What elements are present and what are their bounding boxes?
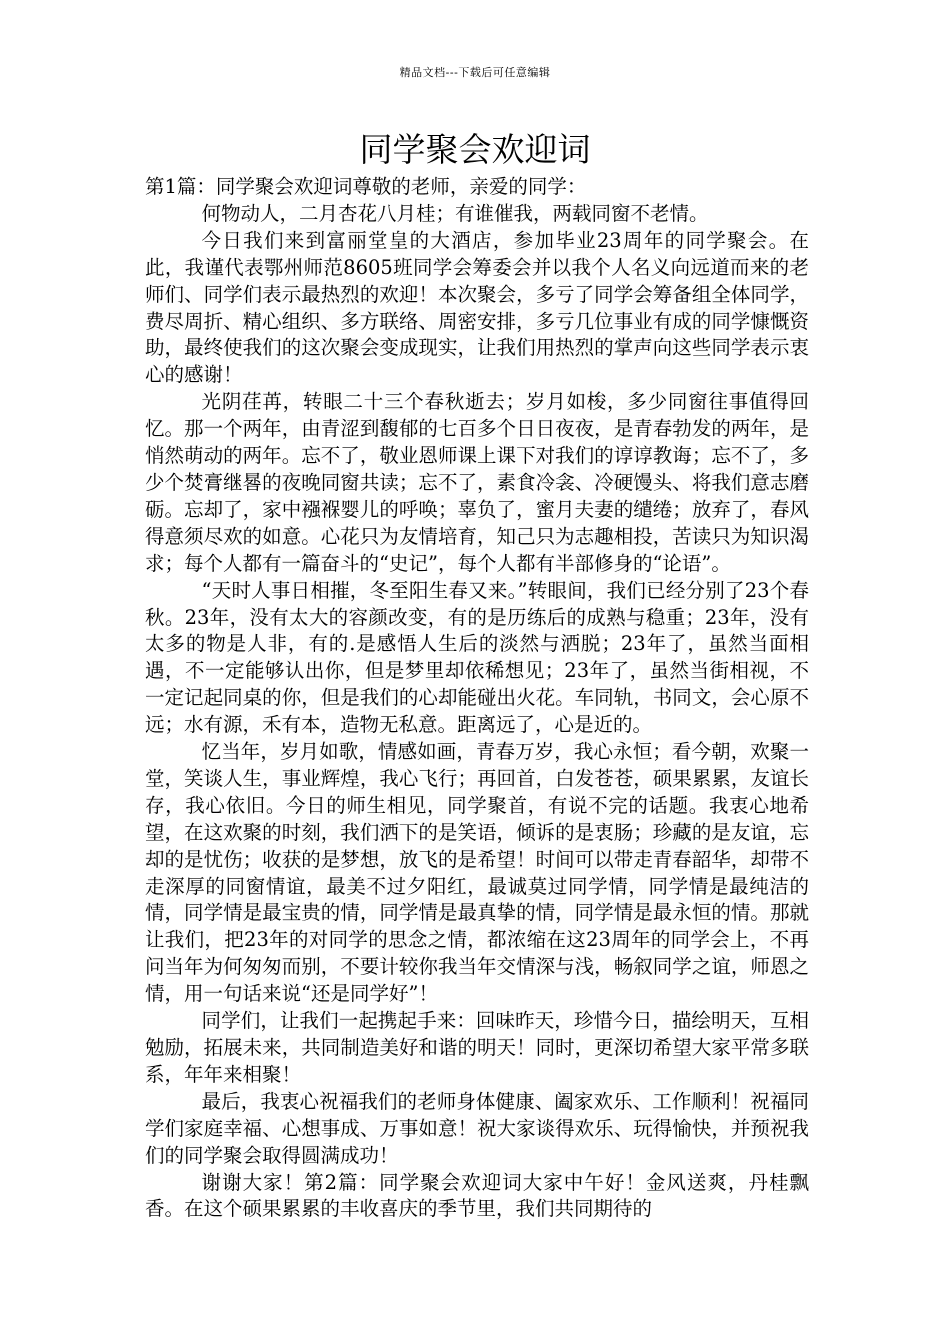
paragraph: 最后，我衷心祝福我们的老师身体健康、阖家欢乐、工作顺利！祝福同学们家庭幸福、心想事成、万事如意！祝大家谈得欢乐、玩得愉快，并预祝我们的同学聚会取得圆满成功！ bbox=[145, 1089, 809, 1167]
paragraph: “天时人事日相摧，冬至阳生春又来。”转眼间，我们已经分别了23个春秋。23年，没有太大的容颜改变，有的是历练后的成熟与稳重；23年，没有太多的物是人非，有的.是感悟人生后的淡然与洒脱；23年了，虽然当面相遇，不一定能够认出你，但是梦里却依稀想见；23年了，虽然当街相视，不一定记起同桌的你，但是我们的心却能碰出火花。车同轨，书同文，会心原不远；水有源，禾有本，造物无私意。距离远了，心是近的。 bbox=[145, 578, 809, 737]
paragraph: 谢谢大家！第2篇：同学聚会欢迎词大家中午好！金风送爽，丹桂飘香。在这个硕果累累的丰收喜庆的季节里，我们共同期待的 bbox=[145, 1170, 809, 1221]
paragraph: 今日我们来到富丽堂皇的大酒店，参加毕业23周年的同学聚会。在此，我谨代表鄂州师范8605班同学会筹委会并以我个人名义向远道而来的老师们、同学们表示最热烈的欢迎！本次聚会，多亏了同学会筹备组全体同学，费尽周折、精心组织、多方联络、周密安排，多亏几位事业有成的同学慷慨资助，最终使我们的这次聚会变成现实，让我们用热烈的掌声向这些同学表示衷心的感谢！ bbox=[145, 228, 809, 387]
header-note: 精品文档---下载后可任意编辑 bbox=[399, 66, 551, 79]
paragraph: 光阴荏苒，转眼二十三个春秋逝去；岁月如梭，多少同窗往事值得回忆。那一个两年，由青涩到馥郁的七百多个日日夜夜，是青春勃发的两年，是悄然萌动的两年。忘不了，敬业恩师课上课下对我们的谆谆教诲；忘不了，多少个焚膏继晷的夜晚同窗共读；忘不了，素食冷衾、冷硬馒头、将我们意志磨砺。忘却了，家中襁褓婴儿的呼唤；辜负了，蜜月夫妻的缱绻；放弃了，春风得意须尽欢的如意。心花只为友情培育，知己只为志趣相投，苦读只为知识渴求；每个人都有一篇奋斗的“史记”，每个人都有半部修身的“论语”。 bbox=[145, 390, 809, 575]
document-body bbox=[145, 174, 809, 1223]
page-title: 同学聚会欢迎词 bbox=[359, 130, 591, 169]
paragraph: 同学们，让我们一起携起手来：回味昨天，珍惜今日，描绘明天，互相勉励，拓展未来，共同制造美好和谐的明天！同时，更深切希望大家平常多联系，年年来相聚！ bbox=[145, 1009, 809, 1086]
paragraph: 忆当年，岁月如歌，情感如画，青春万岁，我心永恒；看今朝，欢聚一堂，笑谈人生，事业辉煌，我心飞行；再回首，白发苍苍，硕果累累，友谊长存，我心依旧。今日的师生相见，同学聚首，有说不完的话题。我衷心地希望，在这欢聚的时刻，我们洒下的是笑语，倾诉的是衷肠；珍藏的是友谊，忘却的是忧伤；收获的是梦想，放飞的是希望！时间可以带走青春韶华，却带不走深厚的同窗情谊，最美不过夕阳红，最诚莫过同学情，同学情是最纯洁的情，同学情是最宝贵的情，同学情是最真挚的情，同学情是最永恒的情。那就让我们，把23年的对同学的思念之情，都浓缩在这23周年的同学会上，不再问当年为何匆匆而别，不要计较你我当年交情深与浅，畅叙同学之谊，师恩之情，用一句话来说“还是同学好”！ bbox=[145, 740, 809, 1006]
paragraph: 第1篇：同学聚会欢迎词尊敬的老师，亲爱的同学： bbox=[145, 175, 587, 198]
paragraph: 何物动人，二月杏花八月桂；有谁催我，两载同窗不老情。 bbox=[201, 201, 709, 225]
